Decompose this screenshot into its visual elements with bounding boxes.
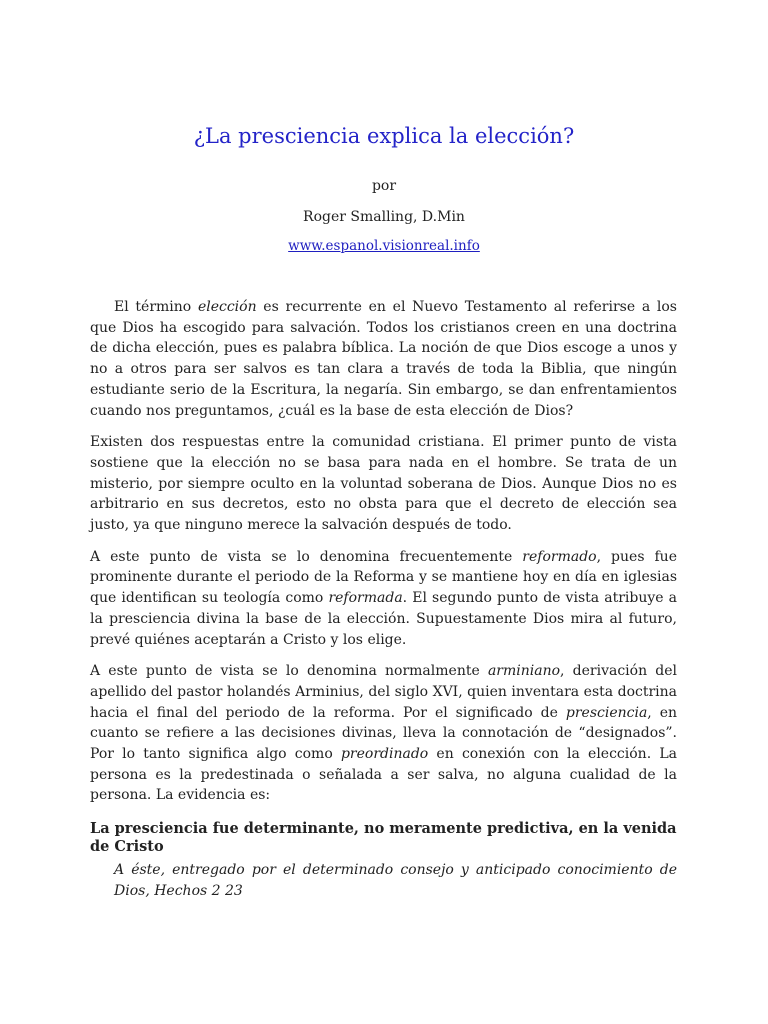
p3-text-c: . El segundo punto de vista atribuye a la presciencia divina la base de la elección. Supuestamente Dios mira al futuro, prevé quiénes aceptarán a Cristo y los elige.	[90, 590, 677, 648]
p4-emphasis-presciencia: presciencia	[565, 704, 648, 721]
p4-text-c: , en cuanto se refiere a las decisiones divinas, lleva la connotación de “designados”. Por lo tanto significa algo como	[90, 704, 678, 763]
paragraph-4	[90, 661, 677, 806]
paragraph-1	[90, 297, 677, 421]
website-line	[0, 238, 768, 254]
paragraph-2	[90, 432, 677, 536]
p4-text-b: , derivación del apellido del pastor holandés Arminius, del siglo XVI, quien inventara esta doctrina hacia el final del periodo de la reforma. Por el significado de	[90, 663, 678, 721]
website-link[interactable]: www.espanol.visionreal.info	[288, 238, 480, 254]
p3-emphasis-reformado: reformado	[522, 548, 597, 565]
scripture-quote: A éste, entregado por el determinado consejo y anticipado conocimiento de Dios, Hechos 2 23	[114, 862, 677, 899]
p1-emphasis-eleccion: elección	[197, 299, 257, 315]
p3-text-b: , pues fue prominente durante el periodo de la Reforma y se mantiene hoy en día en iglesias que identifican su teología como	[90, 548, 677, 607]
author-name: Roger Smalling, D.Min	[303, 209, 465, 225]
p3-text-a: A este punto de vista se lo denomina frecuentemente	[90, 548, 523, 565]
p4-text-a: A este punto de vista se lo denomina normalmente	[90, 663, 488, 680]
document-title: ¿La presciencia explica la elección?	[193, 124, 575, 148]
p2-text: Existen dos respuestas entre la comunidad cristiana. El primer punto de vista sostiene que la elección no se basa para nada en el hombre. Se trata de un misterio, por siempre oculto en la voluntad soberana de Dios. Aunque Dios no es arbitrario en sus decretos, esto no obsta para que el decreto de elección sea justo, ya que ninguno merece la salvación después de todo.	[90, 434, 677, 534]
document-body	[90, 297, 677, 901]
p3-emphasis-reformada: reformada	[328, 590, 403, 607]
section-heading: La presciencia fue determinante, no meramente predictiva, en la venida de Cristo	[90, 820, 677, 856]
p1-text-a: El término	[114, 299, 198, 315]
p4-emphasis-arminiano: arminiano	[487, 663, 561, 680]
p1-text-b: es recurrente en el Nuevo Testamento al referirse a los que Dios ha escogido para salvación. Todos los cristianos creen en una doctrina de dicha elección, pues es palabra bíblica. La noción de que Dios escoge a unos y no a otros para ser salvos es tan clara a través de toda la Biblia, que ningún estudiante serio de la Escritura, la negaría. Sin embargo, se dan enfrentamientos cuando nos preguntamos, ¿cuál es la base de esta elección de Dios?	[90, 299, 677, 419]
paragraph-3	[90, 547, 677, 651]
p4-text-d: en conexión con la elección. La persona es la predestinada o señalada a ser salva, no alguna cualidad de la persona. La evidencia es:	[90, 746, 677, 804]
byline-por: por	[371, 178, 397, 194]
p4-emphasis-preordinado: preordinado	[340, 746, 429, 763]
